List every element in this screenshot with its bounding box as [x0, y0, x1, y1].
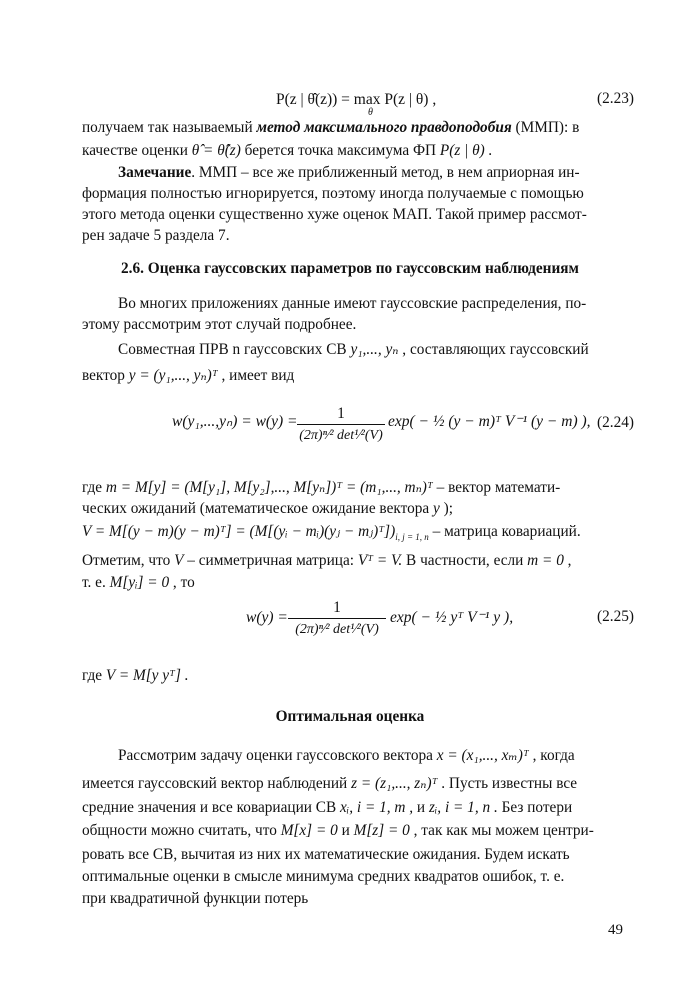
text: – матрица ковариаций. — [428, 523, 581, 540]
formula: M[x] = 0 — [280, 822, 338, 839]
paragraph-line — [82, 366, 634, 386]
formula: m = M[y] = (M[y₁], M[y₂],..., M[yₙ])ᵀ = (m₁,..., mₙ)ᵀ — [105, 479, 433, 496]
paragraph-line — [82, 551, 634, 571]
text: , так как мы можем центри- — [409, 822, 594, 839]
fraction-denominator: (2π)ⁿ⁄² det¹⁄²(V) — [295, 622, 379, 637]
formula: zᵢ, i = 1, n . — [428, 799, 498, 816]
remark-label: Замечание — [118, 164, 192, 181]
paragraph-line — [82, 666, 634, 686]
fraction-numerator: 1 — [337, 405, 345, 422]
paragraph-line: Во многих приложениях данные имеют гауссовские распределения, по- — [118, 295, 587, 312]
text: Отметим, что — [82, 552, 175, 569]
paragraph-line — [118, 340, 634, 360]
paragraph-line: этому рассмотрим этот случай подробнее. — [82, 316, 357, 333]
formula: Vᵀ = V. — [357, 552, 403, 569]
paragraph-line — [82, 118, 634, 138]
text: получаем так называемый — [82, 119, 257, 136]
paragraph-line — [82, 478, 634, 498]
fraction-bar — [288, 618, 386, 619]
equation-number: (2.23) — [597, 90, 634, 107]
equation-subscript: θ — [368, 107, 373, 118]
formula-subscript: i, j = 1, n — [395, 532, 429, 543]
text: . Пусть известны все — [437, 775, 578, 792]
equation-2-23 — [276, 90, 436, 110]
text: т. е. — [82, 574, 110, 591]
fraction-numerator: 1 — [333, 599, 341, 616]
text: вектор — [82, 367, 129, 384]
text: , то — [169, 574, 195, 591]
paragraph-line: ровать все СВ, вычитая из них их математические ожидания. Будем искать — [82, 846, 570, 863]
paragraph-line: при квадратичной функции потерь — [82, 890, 309, 907]
paragraph-line — [82, 774, 634, 794]
paragraph-line — [82, 499, 634, 519]
formula: M[z] = 0 — [353, 822, 410, 839]
remark-line: этого метода оценки существенно хуже оценок МАП. Такой пример рассмот- — [82, 206, 587, 223]
text: где — [82, 667, 106, 684]
formula: M[yᵢ] = 0 — [109, 574, 170, 591]
formula: x = (x₁,..., xₘ)ᵀ — [436, 747, 529, 764]
text: и — [413, 799, 429, 816]
paragraph-line — [82, 821, 634, 841]
formula: y₁,..., yₙ — [350, 341, 399, 358]
formula: m = 0 — [527, 552, 564, 569]
text: средние значения и все ковариации СВ — [82, 799, 341, 816]
formula: V — [174, 552, 184, 569]
term-emphasis: метод максимального правдоподобия — [256, 119, 512, 136]
formula: V = M[(y − m)(y − m)ᵀ] = (M[(yᵢ − mᵢ)(yⱼ − mⱼ)ᵀ]) — [82, 523, 396, 540]
formula: xᵢ, i = 1, m , — [340, 799, 414, 816]
text: общности можно считать, что — [82, 822, 281, 839]
paragraph-line — [82, 798, 634, 818]
page-number: 49 — [608, 922, 623, 938]
equation-number: (2.24) — [597, 414, 634, 431]
text: берется точка максимума ФП — [240, 142, 440, 159]
equation-2-24-lhs: w(y₁,...,yₙ) = w(y) = — [172, 413, 298, 430]
text: . ММП – все же приближенный метод, в нем априорная ин- — [191, 164, 580, 181]
paragraph-line — [82, 573, 634, 593]
text: ); — [439, 500, 453, 517]
text: Рассмотрим задачу оценки гауссовского вектора — [118, 747, 437, 764]
text: ческих ожиданий (математическое ожидание вектора — [82, 500, 433, 517]
text: , имеет вид — [217, 367, 295, 384]
paragraph-line — [82, 141, 634, 161]
formula: P(z | θ) . — [439, 142, 493, 159]
text: Совместная ПРВ n гауссовских СВ — [118, 341, 351, 358]
formula: V = M[y yᵀ] . — [105, 667, 189, 684]
equation-2-25-rhs: exp( − ½ yᵀ V⁻¹ y ), — [390, 609, 514, 626]
formula: y = (y₁,..., yₙ)ᵀ — [128, 367, 218, 384]
text: (ММП): в — [511, 119, 580, 136]
remark-line: формация полностью игнорируется, поэтому иногда получаемые с помощью — [82, 185, 584, 202]
paragraph-line: оптимальные оценки в смысле минимума средних квадратов ошибок, т. е. — [82, 868, 565, 885]
fraction-denominator: (2π)ⁿ⁄² det¹⁄²(V) — [299, 428, 383, 443]
text: – вектор математи- — [432, 479, 561, 496]
text: В частности, если — [402, 552, 528, 569]
formula: z = (z₁,..., zₙ)ᵀ — [351, 775, 438, 792]
formula: y — [432, 500, 440, 517]
text: , когда — [528, 747, 575, 764]
text: , составляющих гауссовский — [398, 341, 589, 358]
subsection-title: Оптимальная оценка — [275, 708, 425, 725]
paragraph-line — [118, 746, 634, 766]
paragraph-line — [82, 522, 634, 547]
text: – симметричная матрица: — [183, 552, 358, 569]
remark-line — [118, 163, 634, 183]
equation-2-25-lhs: w(y) = — [246, 609, 288, 626]
text: Без потери — [497, 799, 573, 816]
remark-line: рен задаче 5 раздела 7. — [82, 227, 230, 244]
formula: θ̂ = θ̂(z) — [191, 142, 241, 159]
text: и — [337, 822, 354, 839]
text: где — [82, 479, 106, 496]
text: , — [563, 552, 572, 569]
text: качестве оценки — [82, 142, 192, 159]
equation-2-24-rhs: exp( − ½ (y − m)ᵀ V⁻¹ (y − m) ), — [388, 413, 591, 430]
equation-formula: P(z | θ̂(z)) = max P(z | θ) , — [276, 91, 437, 108]
text: имеется гауссовский вектор наблюдений — [82, 775, 352, 792]
section-title: 2.6. Оценка гауссовских параметров по гауссовским наблюдениям — [121, 260, 579, 277]
fraction-bar — [297, 424, 385, 425]
equation-number: (2.25) — [597, 608, 634, 625]
